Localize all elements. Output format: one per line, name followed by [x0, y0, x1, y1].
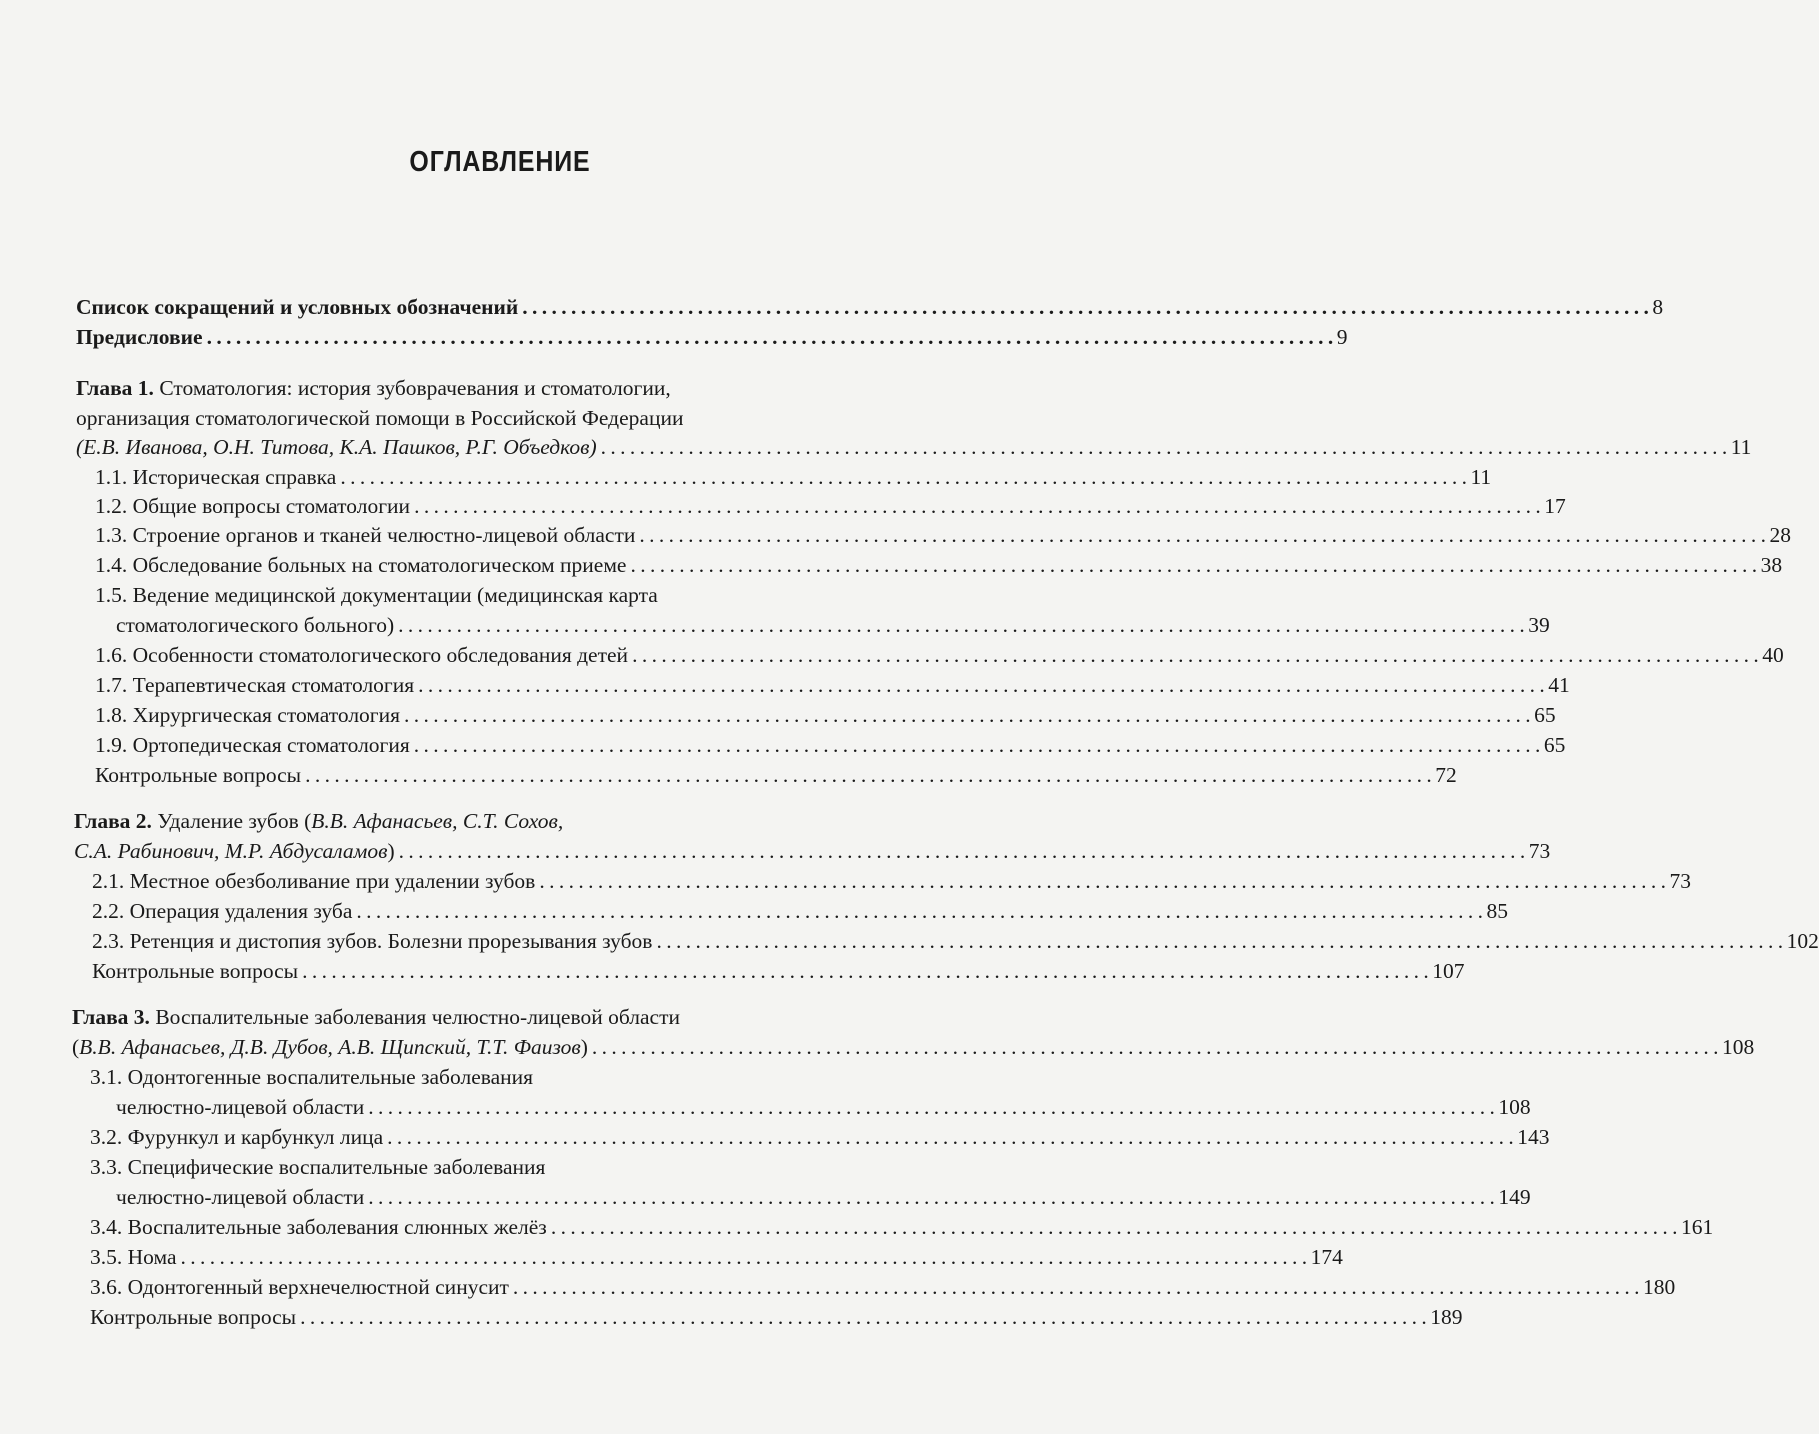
page-number: 161 — [1680, 1215, 1714, 1239]
toc-entry-label: 3.1. Одонтогенные воспалительные заболевания — [90, 1065, 534, 1089]
chapter-1-heading-line2 — [76, 403, 891, 433]
toc-entry-label: 1.7. Терапевтическая стоматология — [95, 673, 415, 697]
chapter-1-authors[interactable] — [76, 432, 1752, 462]
page-number: 65 — [1543, 733, 1566, 757]
chapter-authors: (Е.В. Иванова, О.Н. Титова, К.А. Пашков, Р.Г. Объедков) — [76, 435, 597, 459]
toc-entry-1-5-line1[interactable] — [95, 580, 891, 610]
page-number: 174 — [1310, 1245, 1343, 1269]
page-number: 73 — [1669, 869, 1691, 893]
page-number: 108 — [1498, 1095, 1531, 1119]
leader-dots — [414, 491, 1540, 521]
page-number: 107 — [1432, 959, 1465, 983]
chapter-number: Глава 3. — [72, 1005, 150, 1029]
toc-entry-3-1-line2[interactable] — [116, 1092, 1531, 1122]
toc-entry-label: 3.2. Фурункул и карбункул лица — [90, 1125, 384, 1149]
toc-entry-label: 3.5. Нома — [90, 1245, 177, 1269]
page-number: 72 — [1435, 763, 1457, 787]
toc-entry-1-8[interactable] — [95, 700, 1556, 730]
chapter-authors-continued: С.А. Рабинович, М.Р. Абдусаламов — [74, 839, 388, 863]
toc-entry-label: Предисловие — [76, 325, 203, 349]
chapter-authors: В.В. Афанасьев, Д.В. Дубов, А.В. Щипский, Т.Т. Фаизов — [79, 1035, 581, 1059]
toc-entry-label: 1.3. Строение органов и тканей челюстно-лицевой области — [95, 523, 636, 547]
page-number: 180 — [1643, 1275, 1676, 1299]
page-number: 9 — [1336, 325, 1348, 349]
toc-entry-label: 3.4. Воспалительные заболевания слюнных желёз — [90, 1215, 547, 1239]
toc-entry-label-continued: челюстно-лицевой области — [116, 1095, 365, 1119]
leader-dots — [639, 520, 1765, 550]
toc-entry-abbreviations[interactable] — [76, 292, 1664, 322]
toc-entry-3-1-line1[interactable] — [90, 1062, 891, 1092]
chapter-3-authors[interactable] — [72, 1032, 1755, 1062]
leader-dots — [387, 1122, 1513, 1152]
leader-dots — [414, 730, 1540, 760]
page-number: 17 — [1544, 494, 1566, 518]
toc-entry-1-2[interactable] — [95, 491, 1566, 521]
chapter-title: Воспалительные заболевания челюстно-лицевой области — [149, 1005, 680, 1029]
chapter-number: Глава 1. — [76, 376, 154, 400]
toc-entry-1-7[interactable] — [95, 670, 1570, 700]
toc-entry-3-3-line2[interactable] — [116, 1182, 1531, 1212]
page-number: 11 — [1470, 465, 1492, 489]
page-number: 102 — [1786, 929, 1819, 953]
chapter-number: Глава 2. — [74, 809, 152, 833]
toc-entry-label: 1.5. Ведение медицинской документации (медицинская карта — [95, 583, 658, 607]
leader-dots — [356, 896, 1482, 926]
opening-paren: ( — [72, 1035, 80, 1059]
leader-dots — [551, 1212, 1677, 1242]
leader-dots — [305, 760, 1431, 790]
leader-dots — [601, 432, 1727, 462]
toc-entry-3-3-line1[interactable] — [90, 1152, 891, 1182]
toc-entry-2-3[interactable] — [92, 926, 1819, 956]
leader-dots — [207, 322, 1333, 352]
toc-entry-1-4[interactable] — [95, 550, 1783, 580]
leader-dots — [630, 550, 1756, 580]
toc-entry-ch2-questions[interactable] — [92, 956, 1465, 986]
toc-entry-label-continued: челюстно-лицевой области — [116, 1185, 365, 1209]
page-number: 8 — [1652, 295, 1664, 319]
toc-entry-label: 1.8. Хирургическая стоматология — [95, 703, 401, 727]
toc-entry-label: 2.1. Местное обезболивание при удалении зубов — [92, 869, 536, 893]
leader-dots — [404, 700, 1530, 730]
toc-entry-label: 2.2. Операция удаления зуба — [92, 899, 353, 923]
toc-entry-preface[interactable] — [76, 322, 1348, 352]
toc-entry-label: 1.6. Особенности стоматологического обследования детей — [95, 643, 629, 667]
toc-entry-ch1-questions[interactable] — [95, 760, 1457, 790]
toc-entry-1-9[interactable] — [95, 730, 1566, 760]
closing-paren: ) — [387, 839, 395, 863]
leader-dots — [181, 1242, 1307, 1272]
toc-entry-1-3[interactable] — [95, 520, 1792, 550]
toc-entry-label: 1.1. Историческая справка — [95, 465, 337, 489]
chapter-3-heading-line1[interactable] — [72, 1002, 891, 1032]
closing-paren: ) — [580, 1035, 588, 1059]
page-title: ОГЛАВЛЕНИЕ — [409, 146, 591, 178]
page-number: 65 — [1534, 703, 1556, 727]
toc-entry-1-5-line2[interactable] — [116, 610, 1550, 640]
toc-entry-3-5[interactable] — [90, 1242, 1343, 1272]
toc-entry-label-continued: стоматологического больного) — [116, 613, 395, 637]
toc-entry-3-6[interactable] — [90, 1272, 1676, 1302]
toc-entry-3-2[interactable] — [90, 1122, 1550, 1152]
leader-dots — [522, 292, 1648, 322]
page-number: 40 — [1762, 643, 1784, 667]
leader-dots — [340, 462, 1466, 492]
toc-entry-label: 3.6. Одонтогенный верхнечелюстной синусит — [90, 1275, 509, 1299]
page-number: 189 — [1430, 1305, 1463, 1329]
leader-dots — [300, 1302, 1426, 1332]
page-number: 85 — [1486, 899, 1508, 923]
leader-dots — [398, 610, 1524, 640]
leader-dots — [368, 1182, 1494, 1212]
leader-dots — [539, 866, 1665, 896]
toc-entry-label: Контрольные вопросы — [92, 959, 299, 983]
toc-entry-3-4[interactable] — [90, 1212, 1714, 1242]
chapter-title: Стоматология: история зубоврачевания и стоматологии, — [153, 376, 671, 400]
page-number: 39 — [1528, 613, 1550, 637]
chapter-1-heading-line1[interactable] — [76, 373, 891, 403]
toc-entry-1-6[interactable] — [95, 640, 1784, 670]
leader-dots — [418, 670, 1544, 700]
page-number: 108 — [1722, 1035, 1755, 1059]
toc-entry-label: 1.2. Общие вопросы стоматологии — [95, 494, 411, 518]
toc-entry-2-2[interactable] — [92, 896, 1508, 926]
toc-entry-label: 3.3. Специфические воспалительные заболевания — [90, 1155, 546, 1179]
leader-dots — [592, 1032, 1718, 1062]
chapter-2-authors[interactable] — [74, 836, 1551, 866]
toc-entry-label: Контрольные вопросы — [95, 763, 302, 787]
toc-entry-label: Контрольные вопросы — [90, 1305, 297, 1329]
leader-dots — [632, 640, 1758, 670]
chapter-2-heading-line1[interactable] — [74, 806, 891, 836]
toc-entry-label: Список сокращений и условных обозначений — [76, 295, 519, 319]
chapter-title-continued: организация стоматологической помощи в Российской Федерации — [76, 406, 684, 430]
chapter-title: Удаление зубов ( — [151, 809, 312, 833]
leader-dots — [368, 1092, 1494, 1122]
page-number: 149 — [1498, 1185, 1531, 1209]
page-number: 38 — [1760, 553, 1783, 577]
page-number: 28 — [1769, 523, 1792, 547]
toc-entry-2-1[interactable] — [92, 866, 1691, 896]
leader-dots — [513, 1272, 1639, 1302]
toc-entry-label: 1.4. Обследование больных на стоматологическом приеме — [95, 553, 627, 577]
leader-dots — [656, 926, 1782, 956]
chapter-authors: В.В. Афанасьев, С.Т. Сохов, — [311, 809, 564, 833]
page-number: 73 — [1528, 839, 1551, 863]
toc-entry-1-1[interactable] — [95, 462, 1492, 492]
leader-dots — [399, 836, 1525, 866]
toc-entry-label: 1.9. Ортопедическая стоматология — [95, 733, 410, 757]
leader-dots — [302, 956, 1428, 986]
page-number: 41 — [1548, 673, 1570, 697]
toc-entry-ch3-questions[interactable] — [90, 1302, 1463, 1332]
page-number: 143 — [1517, 1125, 1550, 1149]
toc-entry-label: 2.3. Ретенция и дистопия зубов. Болезни прорезывания зубов — [92, 929, 653, 953]
page-number: 11 — [1730, 435, 1752, 459]
